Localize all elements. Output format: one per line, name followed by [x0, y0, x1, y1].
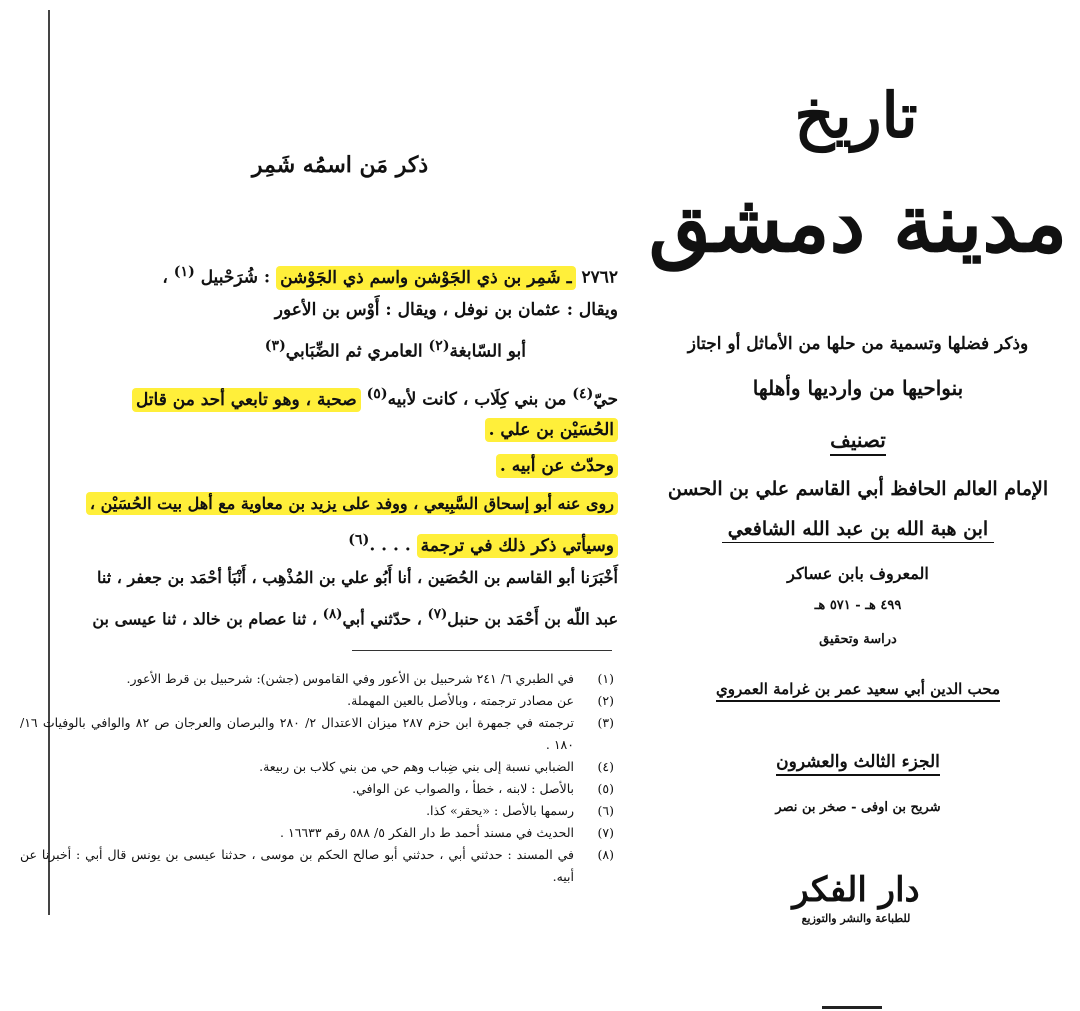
footnote-number: (٤) — [597, 759, 614, 774]
footnote-text: الحديث في مسند أحمد ط دار الفكر ٥/ ٥٨٨ رقم ١٦٦٣٣ . — [280, 825, 574, 840]
entry-name-end: ، — [162, 267, 168, 288]
kunya-part2: العامري ثم الضِّبَابي — [285, 341, 423, 362]
footnote-ref: (٨) — [322, 606, 343, 622]
para-text: حيّ — [593, 389, 618, 410]
volume-range: شريح بن اوفى - صخر بن نصر — [775, 800, 941, 815]
footnote-text: الضبابي نسبة إلى بني ضِباب وهم حي من بني كلاب بن ربيعة. — [259, 759, 574, 774]
author-line-1: الإمام العالم الحافظ أبي القاسم علي بن الحسن — [667, 478, 1049, 500]
footnote-ref: (٢) — [428, 338, 450, 354]
footnote-number: (٣) — [597, 715, 614, 730]
highlight-text: صحبة ، وهو تابعي أحد من قاتل — [132, 388, 361, 412]
footnote-ref: (٦) — [348, 532, 370, 548]
footnote-ref: (٤) — [572, 386, 594, 402]
known-as: المعروف بابن عساكر — [787, 564, 929, 583]
para-text: عبد اللّه بن أَحْمَد بن حنبل — [447, 609, 618, 629]
editor-name — [636, 680, 1080, 702]
footnote-item — [20, 844, 614, 888]
book-title-word-2: مدينة دمشق — [648, 176, 1068, 270]
kunya-part1: أبو السّابغة — [449, 341, 526, 362]
footnote-item — [20, 800, 614, 822]
footnote-number: (٧) — [597, 825, 614, 840]
study-label: دراسة وتحقيق — [819, 632, 897, 647]
footnote-item — [20, 668, 614, 690]
subtitle-line-2: بنواحيها من وارديها وأهلها — [752, 376, 964, 400]
paragraph-line-7 — [92, 598, 618, 635]
highlight-entry-name: ـ شَمِر بن ذي الجَوْشن واسم ذي الجَوْشن — [276, 266, 575, 290]
subtitle-line-1: وذكر فضلها وتسمية من حلها من الأماثل أو اجتاز — [687, 334, 1029, 354]
footnote-text: ترجمته في جمهرة ابن حزم ٢٨٧ ميزان الاعتدال ٢/ ٢٨٠ والبرصان والعرجان ص ٨٢ والوافي بالوفيات ١٦/ ١٨٠ . — [20, 715, 574, 752]
footnote-item — [20, 712, 614, 756]
publisher-logo: دار الفكر — [792, 870, 920, 910]
right-page-title-page — [636, 0, 1080, 1011]
footnote-item — [20, 778, 614, 800]
section-heading: ذكر مَن اسمُه شَمِر — [251, 152, 429, 178]
authored-by-text: تصنيف — [830, 428, 886, 456]
footnote-number: (٦) — [597, 803, 614, 818]
footnote-ref: (١) — [173, 264, 195, 280]
footnote-number: (٢) — [597, 693, 614, 708]
author-dates: ٤٩٩ هـ - ٥٧١ هـ — [814, 598, 902, 613]
alias-line: ويقال : عثمان بن نوفل ، ويقال : أَوْس بن الأعور — [274, 300, 618, 320]
footnote-text: في الطبري ٦/ ٢٤١ شرحبيل بن الأعور وفي القاموس (جشن): شرحبيل بن قرط الأعور. — [126, 671, 574, 686]
entry-line — [20, 256, 618, 294]
footnote-ref: (٥) — [366, 386, 388, 402]
footnote-number: (٨) — [597, 847, 614, 862]
highlight-text: روى عنه أبو إسحاق السَّبِيعي ، ووفد على يزيد بن معاوية مع أهل بيت الحُسَيْن ، — [86, 492, 618, 515]
paragraph-line-1 — [20, 378, 618, 416]
author-line-2-text: ابن هبة الله بن عبد الله الشافعي — [722, 518, 994, 543]
footnote-item — [20, 690, 614, 712]
highlight-text: وحدّث عن أبيه . — [496, 454, 618, 478]
footnote-ref: (٧) — [427, 606, 448, 622]
volume-label-text: الجزء الثالث والعشرون — [776, 752, 940, 776]
para-text: ، حدّثني أبي — [342, 609, 422, 629]
footnotes-list — [20, 668, 614, 888]
footnote-text: في المسند : حدثني أبي ، حدثني أبو صالح الحكم بن موسى ، حدثنا عيسى بن يونس قال أبي : أخبرنا عن أبيه. — [20, 847, 574, 884]
paragraph-line-3 — [496, 450, 618, 482]
footnote-item — [20, 756, 614, 778]
para-text: من بني كِلَاب ، كانت لأبيه — [387, 389, 567, 410]
page-edge-mark — [822, 1006, 882, 1009]
footnote-ref: (٣) — [264, 338, 286, 354]
editor-name-text: محب الدين أبي سعيد عمر بن غرامة العمروي — [716, 680, 1000, 702]
entry-name-rest: : شُرَحْبيل — [200, 267, 271, 288]
volume-label — [636, 752, 1080, 776]
publisher-tagline: للطباعة والنشر والتوزيع — [801, 912, 911, 925]
footnote-separator — [352, 650, 612, 651]
para-text: . . . . — [369, 535, 411, 556]
entry-number: ٢٧٦٢ — [581, 267, 618, 288]
footnote-number: (١) — [597, 671, 614, 686]
footnote-item — [20, 822, 614, 844]
para-text: ، ثنا عصام بن خالد ، ثنا عيسى بن — [92, 609, 318, 629]
paragraph-line-4 — [86, 488, 618, 520]
authored-by-label — [636, 428, 1080, 456]
footnote-text: رسمها بالأصل : «يحقر» كذا. — [426, 803, 574, 818]
highlight-text: الحُسَيْن بن علي . — [485, 418, 618, 442]
book-title-word-1: تاريخ — [794, 79, 918, 152]
paragraph-line-2 — [485, 414, 618, 446]
author-line-2 — [636, 518, 1080, 543]
highlight-text: وسيأتي ذكر ذلك في ترجمة — [417, 534, 618, 558]
footnote-text: بالأصل : لابنه ، خطأ ، والصواب عن الوافي. — [352, 781, 574, 796]
paragraph-line-6: أَخْبَرَنا أبو القاسم بن الحُصَين ، أنا أَبُو علي بن المُذْهِب ، أَنْبَأ أحْمَد بن جعفر ، ثنا — [97, 568, 618, 587]
paragraph-line-5 — [348, 524, 618, 562]
kunya-line — [265, 330, 526, 368]
footnote-text: عن مصادر ترجمته ، وبالأصل بالعين المهملة. — [347, 693, 574, 708]
footnote-number: (٥) — [597, 781, 614, 796]
